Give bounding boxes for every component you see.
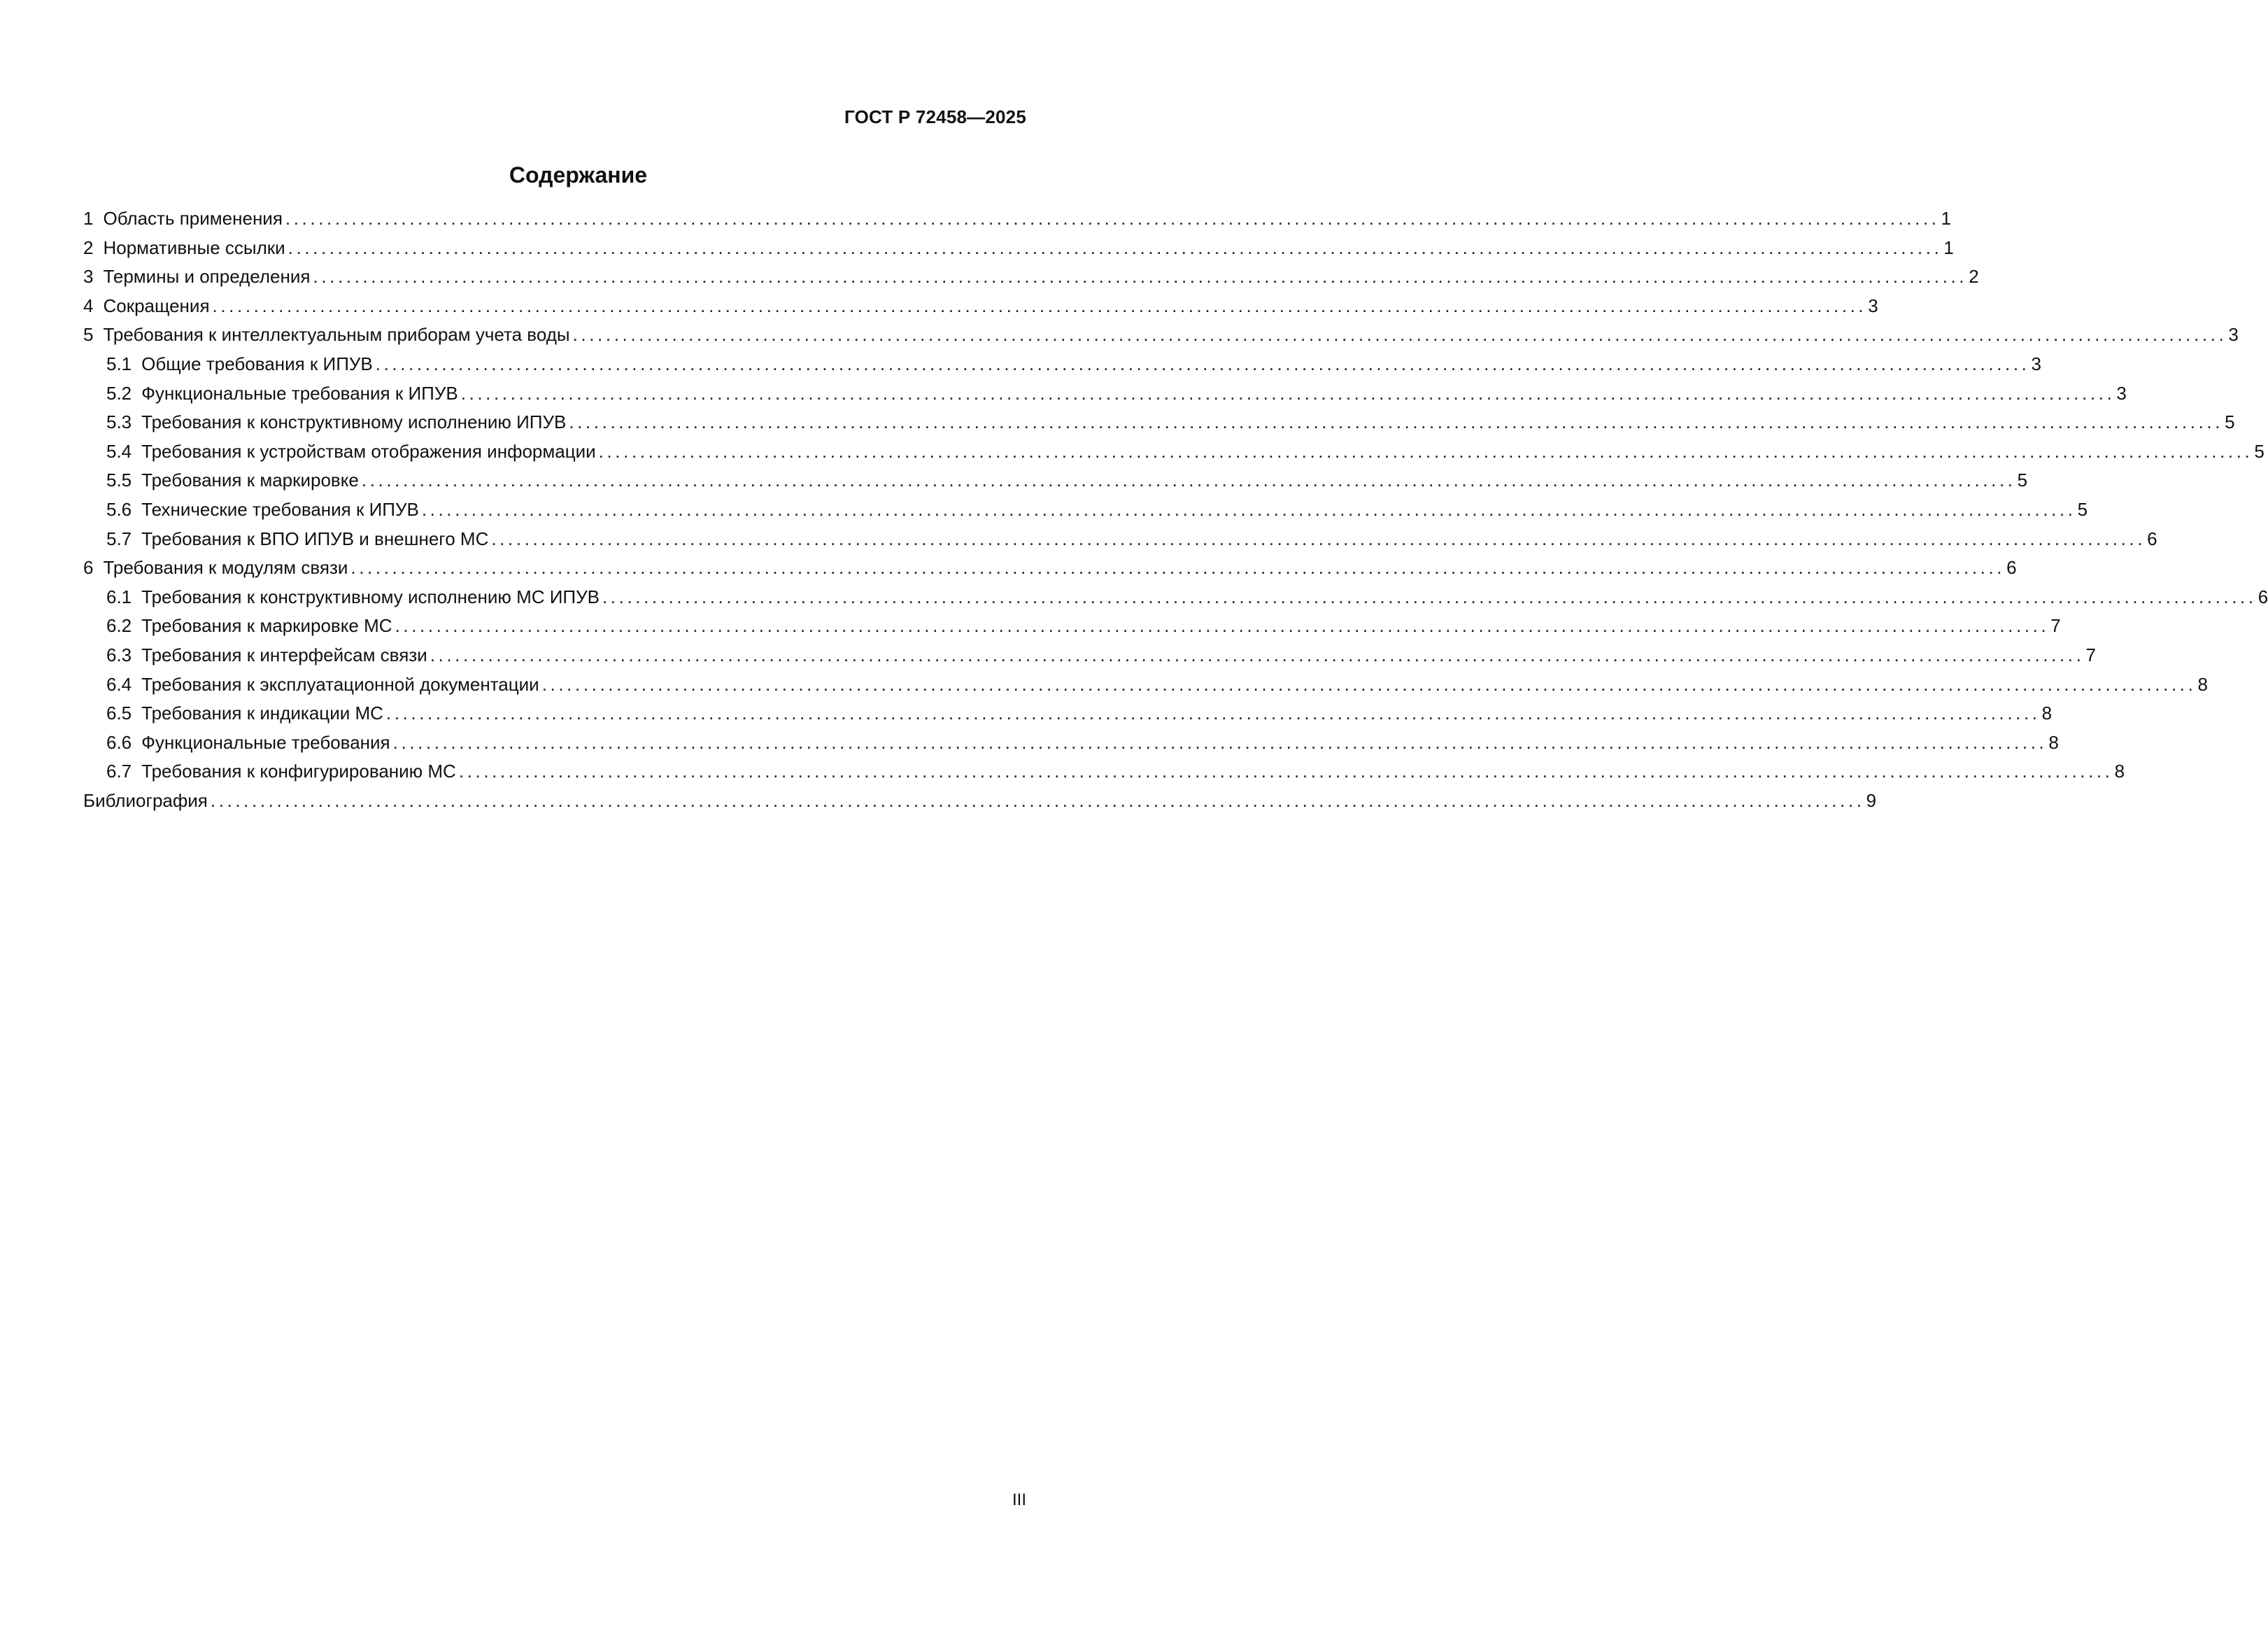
toc-entry[interactable] [83, 379, 2127, 409]
toc-dot-leader: ........................................................................................................................................................................................................ [395, 615, 2050, 637]
toc-dot-leader: ........................................................................................................................................................................................................ [350, 557, 2006, 579]
toc-entry-page: 7 [2050, 615, 2061, 637]
toc-entry[interactable] [83, 234, 1954, 263]
toc-heading: Содержание [509, 162, 648, 188]
toc-dot-leader: ........................................................................................................................................................................................................ [458, 761, 2113, 782]
toc-entry[interactable] [83, 408, 2235, 437]
toc-entry-number: 6.2 [106, 615, 132, 637]
toc-entry[interactable] [83, 553, 2017, 583]
toc-entry-number: 5.7 [106, 528, 132, 549]
toc-entry-number: 3 [83, 266, 94, 288]
toc-dot-leader: ........................................................................................................................................................................................................ [541, 673, 2197, 695]
toc-dot-leader: ........................................................................................................................................................................................................ [569, 411, 2224, 433]
toc-entry-page: 8 [2197, 673, 2208, 695]
toc-entry-page: 5 [2017, 470, 2028, 491]
toc-entry-title: Требования к индикации МС [141, 703, 383, 724]
toc-dot-leader: ........................................................................................................................................................................................................ [392, 731, 2048, 753]
toc-entry-title: Требования к эксплуатационной документации [141, 673, 539, 695]
toc-entry-page: 5 [2254, 440, 2265, 462]
toc-entry-title: Требования к ВПО ИПУВ и внешнего МС [141, 528, 489, 549]
toc-entry[interactable] [83, 292, 1878, 321]
toc-entry-number: 1 [83, 208, 94, 229]
toc-entry-title: Область применения [103, 208, 283, 229]
toc-entry-title: Функциональные требования к ИПУВ [141, 382, 458, 404]
toc-entry-page: 5 [2077, 498, 2088, 520]
toc-entry-title: Функциональные требования [141, 731, 390, 753]
toc-entry[interactable] [83, 437, 2265, 467]
toc-entry-title: Требования к маркировке [141, 470, 359, 491]
toc-entry-number: 2 [83, 237, 94, 258]
toc-dot-leader: ........................................................................................................................................................................................................ [375, 353, 2030, 374]
toc-dot-leader: ........................................................................................................................................................................................................ [430, 644, 2085, 665]
document-code: ГОСТ Р 72458—2025 [844, 106, 1026, 127]
toc-entry-page: 2 [1969, 266, 1979, 288]
toc-entry-number: 5.3 [106, 411, 132, 433]
toc-entry-number: 6.1 [106, 586, 132, 607]
toc-entry-number: 6.3 [106, 644, 132, 665]
toc-entry[interactable] [83, 204, 1952, 234]
toc-entry-title: Требования к устройствам отображения информации [141, 440, 596, 462]
toc-entry-number: 5.1 [106, 353, 132, 374]
toc-entry-title: Требования к интеллектуальным приборам учета воды [103, 324, 570, 346]
toc-entry-number: 5.4 [106, 440, 132, 462]
toc-entry-number: 6.6 [106, 731, 132, 753]
toc-entry-title: Требования к модулям связи [103, 557, 348, 579]
toc-entry-page: 9 [1866, 789, 1877, 811]
toc-entry-title: Термины и определения [103, 266, 311, 288]
toc-entry[interactable] [83, 612, 2061, 641]
toc-dot-leader: ........................................................................................................................................................................................................ [572, 324, 2227, 346]
toc-entry[interactable] [83, 525, 2157, 554]
toc-entry[interactable] [83, 320, 2239, 350]
toc-entry-page: 6 [2258, 586, 2268, 607]
toc-entry-number: 5 [83, 324, 94, 346]
toc-entry-number: 5.5 [106, 470, 132, 491]
toc-dot-leader: ........................................................................................................................................................................................................ [361, 470, 2016, 491]
toc-entry-page: 8 [2041, 703, 2053, 724]
toc-entry-title: Требования к конструктивному исполнению МС ИПУВ [141, 586, 600, 607]
toc-entry-title: Общие требования к ИПУВ [141, 353, 373, 374]
toc-entry-title: Технические требования к ИПУВ [141, 498, 419, 520]
toc-entry[interactable] [83, 583, 2268, 612]
toc-entry-title: Требования к конструктивному исполнению ИПУВ [141, 411, 567, 433]
toc-dot-leader: ........................................................................................................................................................................................................ [210, 789, 1865, 811]
toc-entry-page: 6 [2147, 528, 2157, 549]
toc-dot-leader: ........................................................................................................................................................................................................ [285, 208, 1940, 229]
toc-entry-number: 6.5 [106, 703, 132, 724]
toc-dot-leader: ........................................................................................................................................................................................................ [288, 237, 1943, 258]
toc-dot-leader: ........................................................................................................................................................................................................ [602, 586, 2257, 607]
toc-entry-page: 6 [2006, 557, 2017, 579]
toc-entry-number: 6.4 [106, 673, 132, 695]
toc-entry-title: Сокращения [103, 295, 210, 316]
toc-dot-leader: ........................................................................................................................................................................................................ [313, 266, 1968, 288]
toc-entry-title: Требования к маркировке МС [141, 615, 392, 637]
toc-entry-title: Нормативные ссылки [103, 237, 285, 258]
toc-dot-leader: ........................................................................................................................................................................................................ [491, 528, 2146, 549]
toc-dot-leader: ........................................................................................................................................................................................................ [460, 382, 2115, 404]
toc-entry-title: Библиография [83, 789, 208, 811]
toc-entry-title: Требования к конфигурированию МС [141, 761, 456, 782]
table-of-contents [83, 204, 2268, 815]
toc-entry[interactable] [83, 466, 2028, 495]
toc-entry-number: 6 [83, 557, 94, 579]
page-number: III [1012, 1490, 1026, 1509]
toc-entry[interactable] [83, 787, 1877, 816]
toc-entry-page: 3 [2228, 324, 2239, 346]
toc-entry-title: Требования к интерфейсам связи [141, 644, 427, 665]
toc-entry-page: 5 [2225, 411, 2235, 433]
toc-dot-leader: ........................................................................................................................................................................................................ [598, 440, 2253, 462]
toc-entry-number: 5.6 [106, 498, 132, 520]
toc-entry[interactable] [83, 641, 2096, 670]
toc-entry[interactable] [83, 670, 2208, 700]
toc-dot-leader: ........................................................................................................................................................................................................ [212, 295, 1867, 316]
toc-entry[interactable] [83, 699, 2053, 728]
toc-entry-number: 4 [83, 295, 94, 316]
toc-entry-page: 8 [2114, 761, 2125, 782]
toc-entry[interactable] [83, 757, 2125, 787]
toc-dot-leader: ........................................................................................................................................................................................................ [385, 703, 2041, 724]
toc-entry-page: 1 [1943, 237, 1954, 258]
toc-entry-page: 3 [1868, 295, 1878, 316]
toc-entry[interactable] [83, 262, 1979, 292]
toc-entry-page: 3 [2116, 382, 2127, 404]
toc-entry[interactable] [83, 350, 2041, 379]
toc-entry[interactable] [83, 495, 2088, 525]
toc-entry-page: 1 [1941, 208, 1952, 229]
toc-entry-page: 8 [2048, 731, 2059, 753]
toc-entry[interactable] [83, 728, 2059, 758]
toc-entry-page: 3 [2031, 353, 2041, 374]
toc-dot-leader: ........................................................................................................................................................................................................ [421, 498, 2076, 520]
toc-entry-page: 7 [2085, 644, 2096, 665]
toc-entry-number: 6.7 [106, 761, 132, 782]
toc-entry-number: 5.2 [106, 382, 132, 404]
